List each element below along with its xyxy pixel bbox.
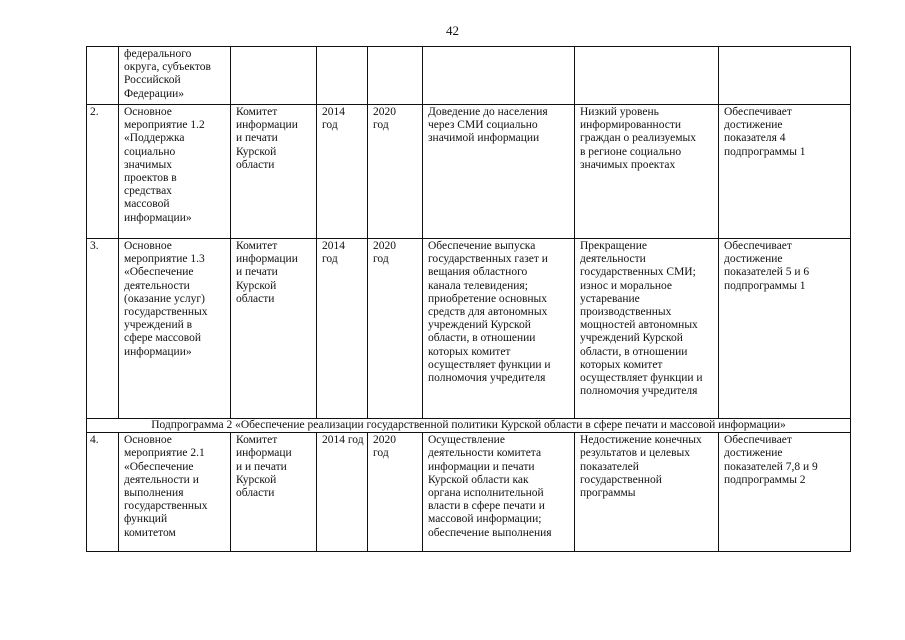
cell-line: функций bbox=[124, 513, 168, 526]
implementation-cell bbox=[423, 47, 575, 105]
cell-line: мероприятие 2.1 bbox=[124, 447, 205, 460]
cell-line: Осуществление bbox=[428, 434, 505, 447]
cell-line: средств для автономных bbox=[428, 306, 548, 319]
cell-line: осуществляет функции и bbox=[580, 372, 703, 385]
cell-line: социально bbox=[124, 145, 176, 158]
cell-line: осуществляет функции и bbox=[428, 358, 551, 371]
indicator-link-cell bbox=[719, 105, 851, 239]
cell-line: государственной bbox=[580, 473, 662, 486]
cell-line: области, в отношении bbox=[580, 345, 688, 358]
cell-line: достижение bbox=[724, 253, 783, 266]
measure-name-cell bbox=[119, 47, 231, 105]
cell-line: Обеспечивает bbox=[724, 434, 792, 447]
cell-line: Курской bbox=[236, 473, 277, 486]
cell-line: информированности bbox=[580, 119, 682, 132]
cell-line: Основное bbox=[124, 434, 172, 447]
cell-line: значимой информации bbox=[428, 132, 540, 145]
cell-line: Курской bbox=[236, 145, 277, 158]
cell-line: подпрограммы 1 bbox=[724, 279, 806, 292]
cell-line: средствах bbox=[124, 185, 172, 198]
row-number-cell bbox=[87, 239, 119, 419]
cell-line: информации» bbox=[124, 211, 192, 224]
cell-line: Доведение до населения bbox=[428, 106, 548, 118]
cell-line: подпрограммы 2 bbox=[724, 473, 806, 486]
cell-line: (оказание услуг) bbox=[124, 292, 205, 305]
start-year-cell bbox=[317, 47, 368, 105]
cell-line: области bbox=[236, 158, 275, 171]
cell-line: и и печати bbox=[236, 460, 287, 473]
cell-line: учреждений Курской bbox=[428, 319, 531, 332]
cell-line: области, в отношении bbox=[428, 332, 536, 345]
cell-line: Обеспечивает bbox=[724, 106, 792, 118]
cell-line: Российской bbox=[124, 74, 181, 87]
cell-line: деятельности bbox=[580, 253, 646, 266]
cell-line: 2020 bbox=[373, 106, 396, 118]
cell-line: износ и моральное bbox=[580, 279, 673, 292]
end-year-cell bbox=[368, 239, 423, 419]
start-year-cell bbox=[317, 239, 368, 419]
cell-line: через СМИ социально bbox=[428, 119, 538, 132]
cell-line: результатов и целевых bbox=[580, 447, 691, 460]
end-year-cell bbox=[368, 47, 423, 105]
cell-line: учреждений Курской bbox=[580, 332, 683, 345]
implementation-cell bbox=[423, 239, 575, 419]
cell-line: области bbox=[236, 487, 275, 500]
cell-line: Обеспечение выпуска bbox=[428, 240, 536, 252]
cell-line: и печати bbox=[236, 266, 278, 279]
cell-line: государственных газет и bbox=[428, 253, 548, 266]
cell-line: показателей bbox=[580, 460, 639, 473]
cell-line: мероприятие 1.3 bbox=[124, 253, 205, 266]
cell-line: мероприятие 1.2 bbox=[124, 119, 205, 132]
cell-line: комитетом bbox=[124, 526, 176, 539]
executor-cell bbox=[231, 239, 317, 419]
cell-line: сфере массовой bbox=[124, 332, 202, 345]
cell-line: полномочия учредителя bbox=[428, 372, 546, 385]
indicator-link-cell bbox=[719, 433, 851, 552]
cell-line: государственных bbox=[124, 306, 208, 319]
cell-line: обеспечение выполнения bbox=[428, 526, 552, 539]
end-year-cell bbox=[368, 433, 423, 552]
cell-line: программы bbox=[580, 487, 636, 500]
table-row bbox=[87, 239, 851, 419]
cell-line: деятельности bbox=[124, 279, 190, 292]
cell-line: год bbox=[373, 253, 389, 266]
row-number-cell bbox=[87, 433, 119, 552]
cell-line: 2014 bbox=[322, 240, 345, 252]
cell-line: Комитет bbox=[236, 240, 278, 252]
cell-line: области bbox=[236, 292, 275, 305]
consequences-cell bbox=[575, 239, 719, 419]
cell-line: мощностей автономных bbox=[580, 319, 698, 332]
cell-line: достижение bbox=[724, 447, 783, 460]
implementation-cell bbox=[423, 105, 575, 239]
end-year-cell bbox=[368, 105, 423, 239]
cell-line: Обеспечивает bbox=[724, 240, 792, 252]
measure-name-cell bbox=[119, 433, 231, 552]
cell-line: массовой информации; bbox=[428, 513, 542, 526]
indicator-link-cell bbox=[719, 47, 851, 105]
row-number-cell bbox=[87, 105, 119, 239]
cell-line: власти в сфере печати и bbox=[428, 500, 545, 513]
cell-line: государственных bbox=[124, 500, 208, 513]
executor-cell bbox=[231, 47, 317, 105]
subprogram-title: Подпрограмма 2 «Обеспечение реализации государственной политики Курской области в сфере печати и массовой информации» bbox=[87, 419, 851, 433]
cell-line: информации bbox=[236, 119, 298, 132]
cell-line: «Обеспечение bbox=[124, 460, 194, 473]
cell-line: производственных bbox=[580, 306, 672, 319]
consequences-cell bbox=[575, 105, 719, 239]
cell-line: год bbox=[373, 119, 389, 132]
table-row bbox=[87, 433, 851, 552]
cell-line: информации» bbox=[124, 345, 192, 358]
cell-line: Низкий уровень bbox=[580, 106, 659, 118]
page-number: 42 bbox=[446, 23, 459, 38]
cell-line: Комитет bbox=[236, 106, 278, 118]
row-number-cell bbox=[87, 47, 119, 105]
cell-line: Курской bbox=[236, 279, 277, 292]
cell-line: 2014 bbox=[322, 106, 345, 118]
executor-cell bbox=[231, 433, 317, 552]
cell-line: информации bbox=[236, 253, 298, 266]
cell-line: деятельности и bbox=[124, 473, 199, 486]
cell-line: 2014 год bbox=[322, 434, 364, 447]
start-year-cell bbox=[317, 105, 368, 239]
start-year-cell bbox=[317, 433, 368, 552]
cell-line: в регионе социально bbox=[580, 145, 682, 158]
implementation-cell bbox=[423, 433, 575, 552]
cell-line: информации и печати bbox=[428, 460, 535, 473]
cell-line: канала телевидения; bbox=[428, 279, 528, 292]
cell-line: «Обеспечение bbox=[124, 266, 194, 279]
measure-name-cell bbox=[119, 105, 231, 239]
cell-line: округа, субъектов bbox=[124, 61, 211, 74]
measure-name-cell bbox=[119, 239, 231, 419]
cell-line: государственных СМИ; bbox=[580, 266, 696, 279]
cell-line: «Поддержка bbox=[124, 132, 185, 145]
cell-line: год bbox=[322, 253, 338, 266]
cell-line: показателя 4 bbox=[724, 132, 786, 145]
cell-line: вещания областного bbox=[428, 266, 528, 279]
cell-line: учреждений в bbox=[124, 319, 193, 332]
cell-line: год bbox=[373, 447, 389, 460]
cell-line: показателей 5 и 6 bbox=[724, 266, 810, 279]
cell-line: приобретение основных bbox=[428, 292, 548, 305]
cell-line: федерального bbox=[124, 48, 192, 60]
cell-line: подпрограммы 1 bbox=[724, 145, 806, 158]
cell-line: граждан о реализуемых bbox=[580, 132, 696, 145]
cell-line: Комитет bbox=[236, 434, 278, 447]
cell-line: Курской области как bbox=[428, 473, 529, 486]
consequences-cell bbox=[575, 433, 719, 552]
cell-line: Федерации» bbox=[124, 87, 185, 100]
cell-line: которых комитет bbox=[580, 358, 663, 371]
cell-line: год bbox=[322, 119, 338, 132]
cell-line: органа исполнительной bbox=[428, 487, 544, 500]
measures-table bbox=[86, 46, 851, 552]
cell-line: проектов в bbox=[124, 172, 177, 185]
cell-line: достижение bbox=[724, 119, 783, 132]
cell-line: деятельности комитета bbox=[428, 447, 542, 460]
cell-line: Основное bbox=[124, 240, 172, 252]
cell-line: 2. bbox=[90, 106, 99, 118]
section-row bbox=[87, 419, 851, 433]
cell-line: и печати bbox=[236, 132, 278, 145]
cell-line: 2020 bbox=[373, 240, 396, 252]
cell-line: которых комитет bbox=[428, 345, 511, 358]
cell-line: 2020 bbox=[373, 434, 396, 447]
cell-line: показателей 7,8 и 9 bbox=[724, 460, 818, 473]
cell-line: 4. bbox=[90, 434, 99, 447]
cell-line: выполнения bbox=[124, 487, 184, 500]
cell-line: 3. bbox=[90, 240, 99, 252]
consequences-cell bbox=[575, 47, 719, 105]
cell-line: Недостижение конечных bbox=[580, 434, 702, 447]
cell-line: значимых проектах bbox=[580, 158, 676, 171]
table-row bbox=[87, 105, 851, 239]
cell-line: полномочия учредителя bbox=[580, 385, 698, 398]
indicator-link-cell bbox=[719, 239, 851, 419]
cell-line: информаци bbox=[236, 447, 292, 460]
cell-line: Основное bbox=[124, 106, 172, 118]
table-row bbox=[87, 47, 851, 105]
cell-line: Прекращение bbox=[580, 240, 647, 252]
cell-line: значимых bbox=[124, 158, 173, 171]
executor-cell bbox=[231, 105, 317, 239]
cell-line: устаревание bbox=[580, 292, 640, 305]
cell-line: массовой bbox=[124, 198, 170, 211]
